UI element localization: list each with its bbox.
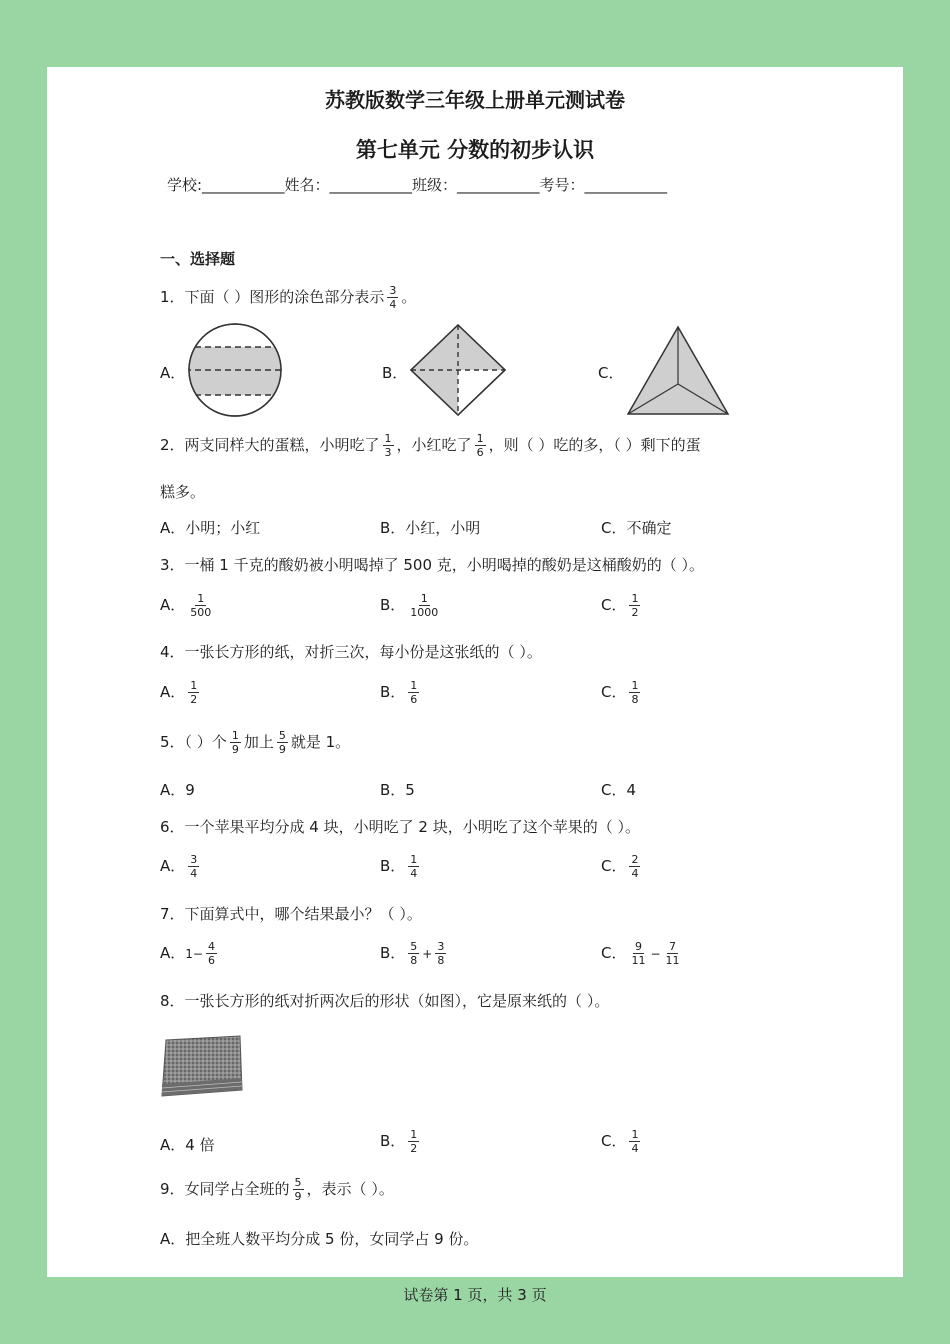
q5-option-a[interactable]: A．9 (160, 781, 195, 799)
section-heading: 一、选择题 (160, 250, 236, 268)
q1-option-c[interactable]: C． (598, 364, 624, 382)
q3-option-c[interactable]: C． $\frac{1}{2}$ (601, 592, 639, 619)
question-8: 8．一张长方形的纸对折两次后的形状（如图），它是原来纸的（ ）。 (160, 992, 610, 1010)
question-6: 6．一个苹果平均分成 4 块，小明吃了 2 块，小明吃了这个苹果的（ ）。 (160, 818, 640, 836)
q9-option-a[interactable]: A．把全班人数平均分成 5 份，女同学占 9 份。 (160, 1230, 479, 1248)
question-3: 3．一桶 1 千克的酸奶被小明喝掉了 500 克，小明喝掉的酸奶是这桶酸奶的（ ）。 (160, 556, 705, 574)
circle-figure (185, 322, 285, 418)
q7-option-b[interactable]: B． $\frac{5}{8}$ + $\frac{3}{8}$ (380, 940, 445, 967)
q2-option-c[interactable]: C．不确定 (601, 519, 672, 537)
q6-option-a[interactable]: A． $\frac{3}{4}$ (160, 853, 198, 880)
fraction: $\frac{1}{9}$ (231, 729, 239, 756)
triangle-figure (624, 322, 732, 418)
q3-option-b[interactable]: B． $\frac{1}{1000}$ (380, 592, 439, 619)
question-5: 5．（ ）个 $\frac{1}{9}$ 加上 $\frac{5}{9}$ 就是 1。 (160, 729, 351, 756)
question-7: 7．下面算式中，哪个结果最小？（ ）。 (160, 905, 422, 923)
q1-option-b[interactable]: B． (382, 364, 408, 382)
question-9: 9．女同学占全班的 $\frac{5}{9}$ ，表示（ ）。 (160, 1176, 394, 1203)
question-2: 2．两支同样大的蛋糕，小明吃了 $\frac{1}{3}$ ，小红吃了 $\frac{1}{6}$ ，则（ ）吃的多，（ ）剩下的蛋 (160, 432, 701, 459)
unit-title: 第七单元 分数的初步认识 (355, 138, 595, 162)
q4-option-c[interactable]: C． $\frac{1}{8}$ (601, 679, 639, 706)
q5-option-c[interactable]: C．4 (601, 781, 637, 799)
q3-option-a[interactable]: A． $\frac{1}{500}$ (160, 592, 212, 619)
q2-option-a[interactable]: A．小明；小红 (160, 519, 261, 537)
q5-option-b[interactable]: B．5 (380, 781, 415, 799)
q8-option-c[interactable]: C． $\frac{1}{4}$ (601, 1128, 639, 1155)
question-4: 4．一张长方形的纸，对折三次，每小份是这张纸的（ ）。 (160, 643, 542, 661)
fraction: $\frac{3}{4}$ (389, 284, 397, 311)
q7-option-a[interactable]: A．1− $\frac{4}{6}$ (160, 940, 215, 967)
q8-option-a[interactable]: A．4 倍 (160, 1136, 215, 1154)
question-1: 1．下面（ ）图形的涂色部分表示 $\frac{3}{4}$ 。 (160, 284, 417, 311)
fraction: $\frac{1}{3}$ (384, 432, 392, 459)
q6-option-b[interactable]: B． $\frac{1}{4}$ (380, 853, 418, 880)
fraction: $\frac{5}{9}$ (294, 1176, 302, 1203)
student-info-line: 学校:___________姓名：___________班级：___________考号：___________ (167, 176, 668, 194)
q1-option-a[interactable]: A． (160, 364, 186, 382)
q6-option-c[interactable]: C． $\frac{2}{4}$ (601, 853, 639, 880)
page-title: 苏教版数学三年级上册单元测试卷 (325, 88, 625, 112)
folded-paper-image (156, 1034, 246, 1102)
q7-option-c[interactable]: C． $\frac{9}{11}$ − $\frac{7}{11}$ (601, 940, 680, 967)
square-figure (408, 322, 508, 418)
fraction: $\frac{5}{9}$ (278, 729, 286, 756)
q8-option-b[interactable]: B． $\frac{1}{2}$ (380, 1128, 418, 1155)
q2-option-b[interactable]: B．小红，小明 (380, 519, 481, 537)
q4-option-b[interactable]: B． $\frac{1}{6}$ (380, 679, 418, 706)
fraction: $\frac{1}{6}$ (476, 432, 484, 459)
page-footer: 试卷第 1 页，共 3 页 (403, 1286, 547, 1304)
question-2-line-2: 糕多。 (160, 483, 206, 501)
q4-option-a[interactable]: A． $\frac{1}{2}$ (160, 679, 198, 706)
